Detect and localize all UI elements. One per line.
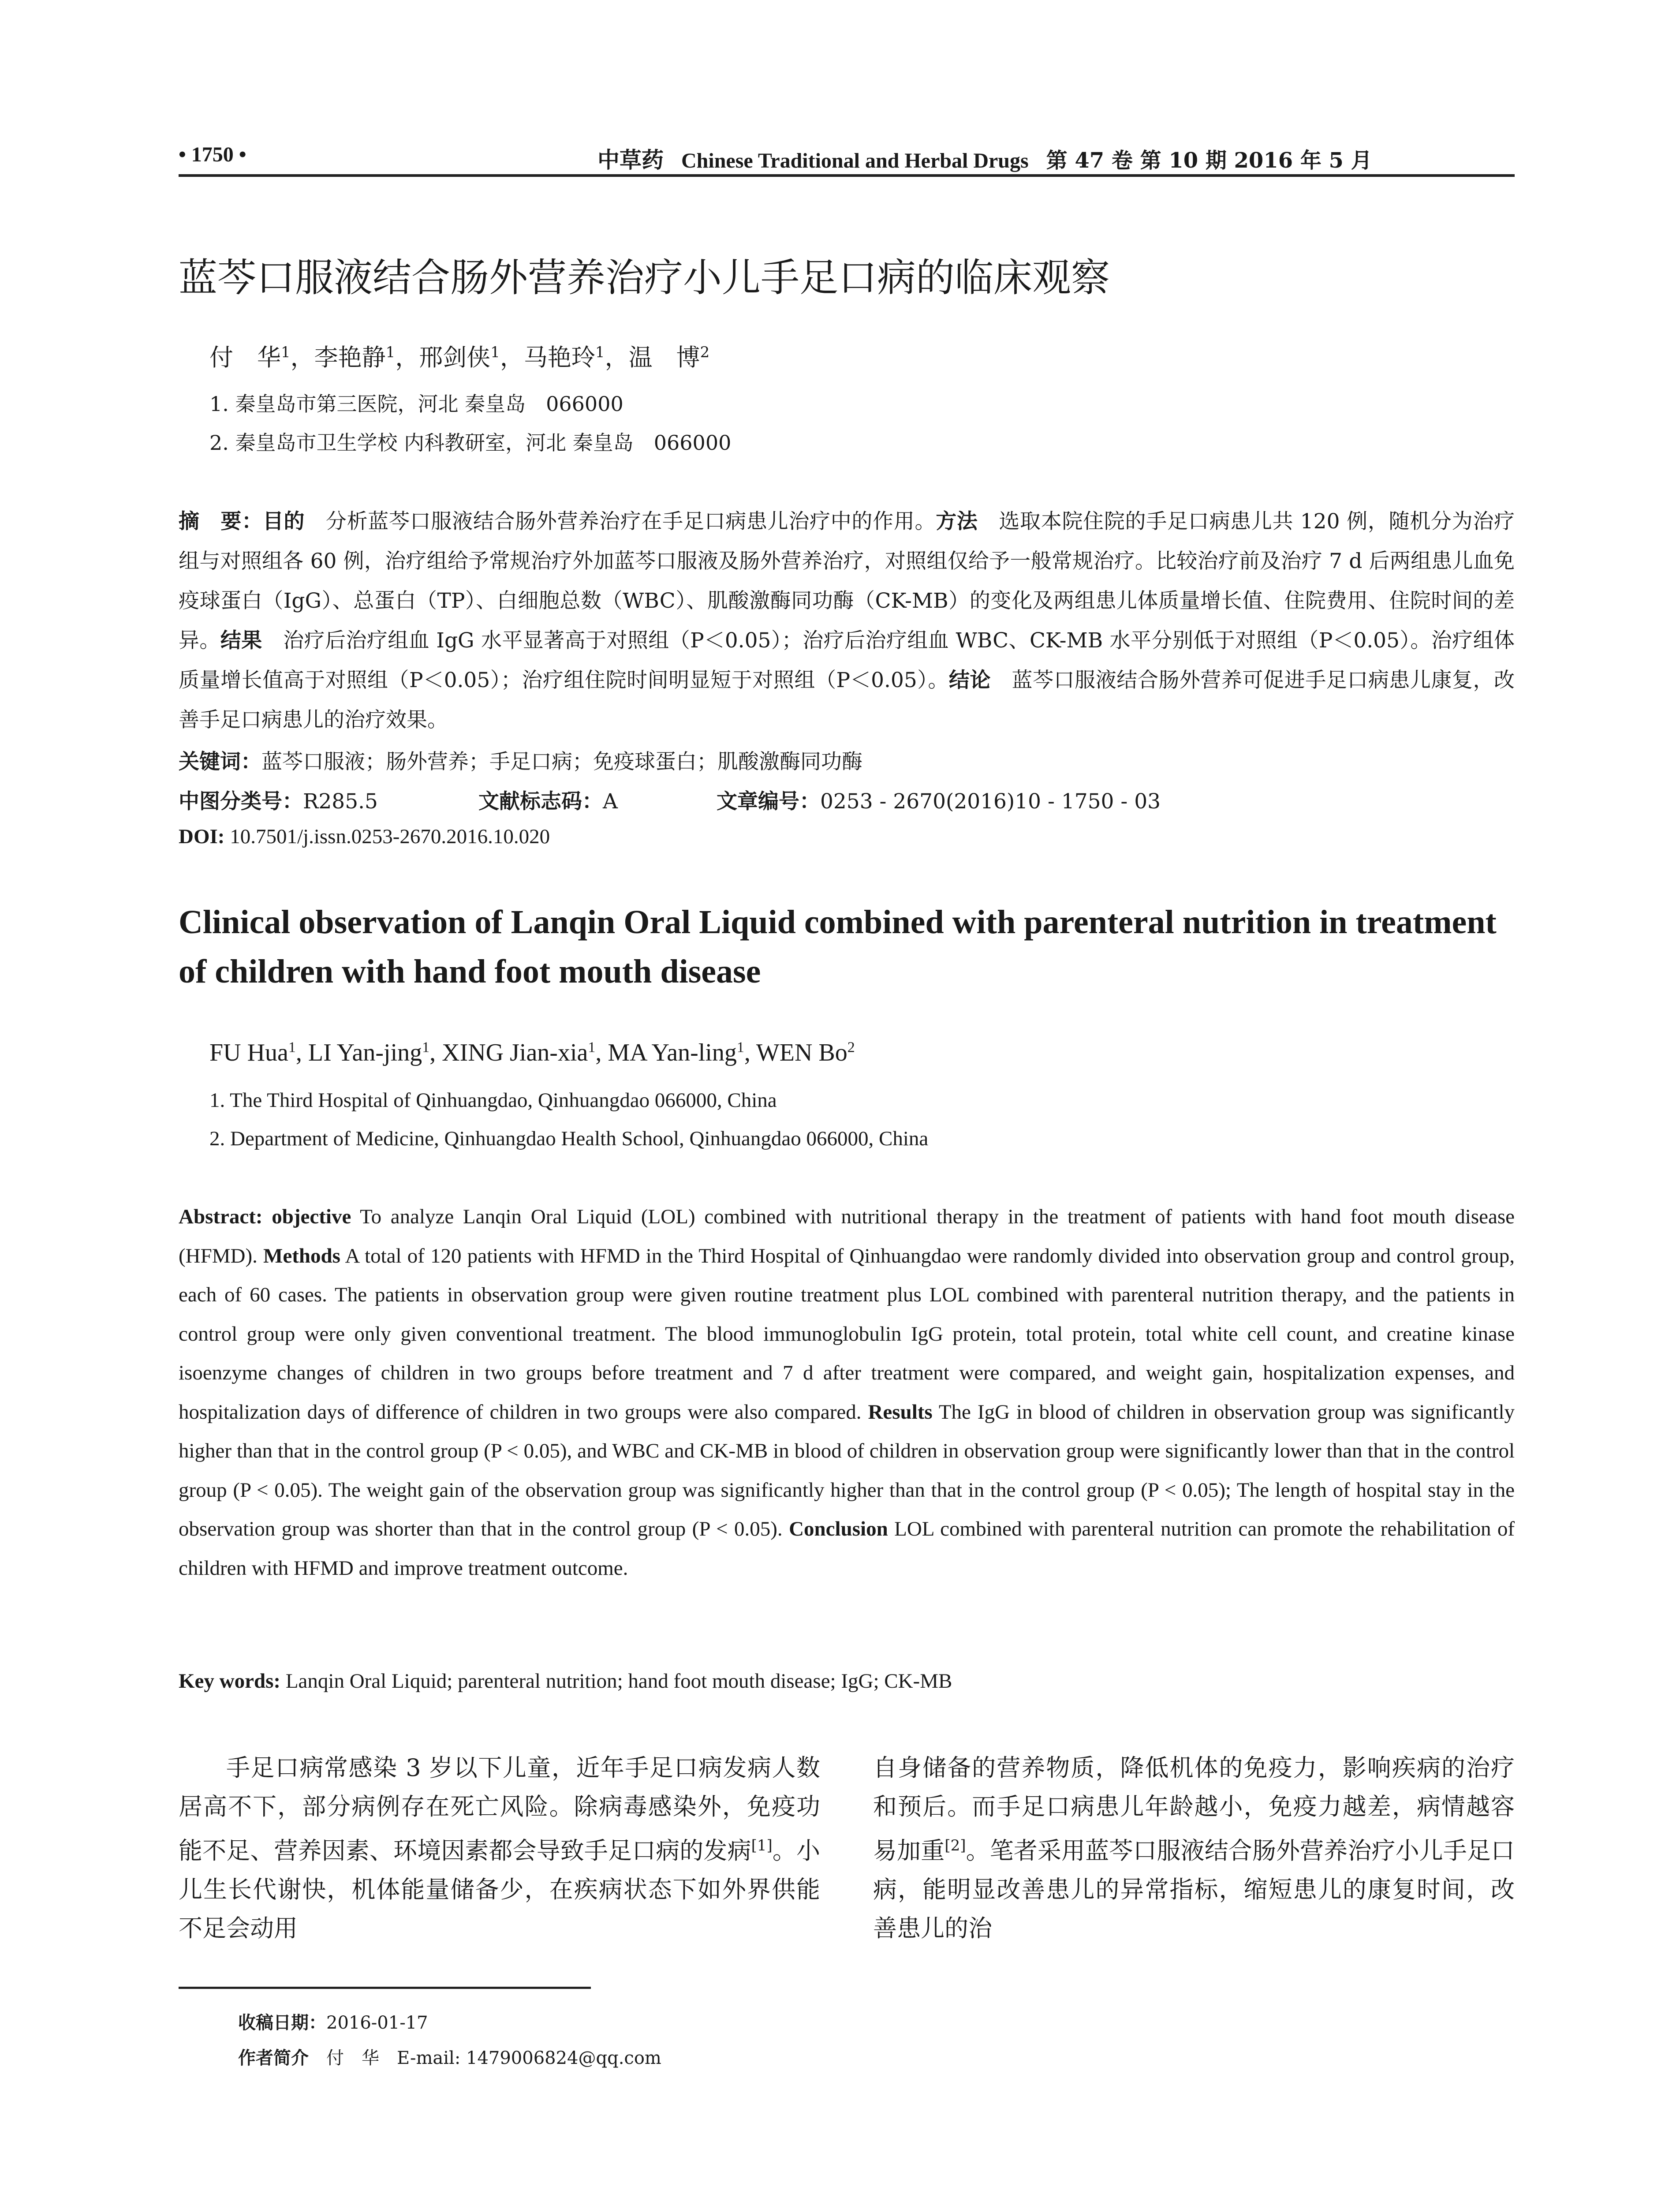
author-cn: 邢剑侠 bbox=[419, 344, 491, 371]
classification-line: 中图分类号：R285.5 bbox=[179, 789, 378, 814]
affiliation-en-1: 1. The Third Hospital of Qinhuangdao, Qinhuangdao 066000, China bbox=[209, 1089, 777, 1112]
affiliation-en-2: 2. Department of Medicine, Qinhuangdao Health School, Qinhuangdao 066000, China bbox=[209, 1127, 929, 1150]
footnote-divider bbox=[179, 1987, 591, 1989]
abstract-cn: 摘 要：目的 分析蓝芩口服液结合肠外营养治疗在手足口病患儿治疗中的作用。方法 选取本院住院的手足口病患儿共 120 例，随机分为治疗组与对照组各 60 例，治疗组给予常规治疗外加蓝芩口服液及肠外营养治疗，对照组仅给予一般常规治疗。比较治疗前及治疗 7 d 后两组患儿血免疫球蛋白（IgG）、总蛋白（TP）、白细胞总数（WBC）、肌酸激酶同功酶（CK-MB）的变化及两组患儿体质量增长值、住院费用、住院时间的差异。结果 治疗后治疗组血 IgG 水平显著高于对照组（P＜0.05）；治疗后治疗组血 WBC、CK-MB 水平分别低于对照组（P＜0.05）。治疗组体质量增长值高于对照组（P＜0.05）；治疗组住院时间明显短于对照组（P＜0.05）。结论 蓝芩口服液结合肠外营养可促进手足口病患儿康复，改善手足口病患儿的治疗效果。 bbox=[179, 509, 1515, 732]
body-paragraph: 自身储备的营养物质，降低机体的免疫力，影响疾病的治疗和预后。而手足口病患儿年龄越小，免疫力越差，病情越容易加重[2]。笔者采用蓝芩口服液结合肠外营养治疗小儿手足口病，能明显改善患儿的异常指标，缩短患儿的康复时间，改善患儿的治 bbox=[873, 1754, 1515, 1942]
author-cn: 李艳静 bbox=[314, 344, 386, 371]
body-column-left bbox=[179, 1749, 820, 1948]
keywords-en: Key words: Lanqin Oral Liquid; parenteral nutrition; hand foot mouth disease; IgG; CK-MB bbox=[179, 1670, 952, 1693]
affiliation-cn-1: 1. 秦皇岛市第三医院，河北 秦皇岛 066000 bbox=[209, 392, 623, 416]
page-number: • 1750 • bbox=[179, 143, 246, 166]
article-number: 文章编号：0253 - 2670(2016)10 - 1750 - 03 bbox=[717, 789, 1161, 814]
results-label: 结果 bbox=[220, 628, 262, 653]
author-cn: 马艳玲 bbox=[523, 344, 595, 371]
title-en: Clinical observation of Lanqin Oral Liquid combined with parenteral nutrition in treatment of children with hand foot mouth disease bbox=[179, 904, 1497, 990]
methods-label: 方法 bbox=[936, 509, 978, 534]
citation-2: [2] bbox=[945, 1837, 966, 1854]
issue-info: 第 47 卷 第 10 期 2016 年 5 月 bbox=[1046, 148, 1372, 173]
running-header bbox=[179, 139, 1515, 177]
doi-line: DOI: 10.7501/j.issn.0253-2670.2016.10.020 bbox=[179, 825, 550, 848]
authors-en: FU Hua$^1$, LI Yan-jing$^1$, XING Jian-xia$^1$, MA Yan-ling$^1$, WEN Bo$^2$ bbox=[209, 1039, 855, 1066]
author-cn: 付 华 bbox=[209, 344, 281, 371]
body-column-right bbox=[873, 1749, 1515, 1948]
journal-name-cn: 中草药 bbox=[597, 147, 664, 173]
title-cn: 蓝芩口服液结合肠外营养治疗小儿手足口病的临床观察 bbox=[179, 255, 1110, 300]
affiliation-cn-2: 2. 秦皇岛市卫生学校 内科教研室，河北 秦皇岛 066000 bbox=[209, 431, 732, 455]
author-cn: 温 博 bbox=[628, 344, 700, 371]
authors-cn: 付 华$^1$，李艳静$^1$，邢剑侠$^1$，马艳玲$^1$，温 博$^2$ bbox=[209, 344, 710, 371]
conclusion-label: 结论 bbox=[948, 668, 991, 692]
document-code: 文献标志码：A bbox=[478, 789, 618, 814]
journal-name bbox=[597, 142, 1372, 174]
objective-label: 目的 bbox=[262, 509, 305, 534]
footnote-received: 收稿日期：2016-01-17 bbox=[238, 2013, 428, 2033]
abstract-en: Abstract: objective To analyze Lanqin Oral Liquid (LOL) combined with nutritional therapy in the treatment of patients with hand foot mouth disease (HFMD). Methods A total of 120 patients with HFMD in the Third Hospital of Qinhuangdao were randomly divided into observation group and control group, each of 60 cases. The patients in observation group were given routine treatment plus LOL combined with parenteral nutrition therapy, and the patients in control group were only given conventional treatment. The blood immunoglobulin IgG protein, total protein, total white cell count, and creatine kinase isoenzyme changes of children in two groups before treatment and 7 d after treatment were compared, and weight gain, hospitalization expenses, and hospitalization days of difference of children in two groups were also compared. Results The IgG in blood of children in observation group was significantly higher than that in the control group (P < 0.05), and WBC and CK-MB in blood of children in observation group were significantly lower than that in the control group (P < 0.05). The weight gain of the observation group was significantly higher than that in the control group (P < 0.05); The length of hospital stay in the observation group was shorter than that in the control group (P < 0.05). Conclusion LOL combined with parenteral nutrition can promote the rehabilitation of children with HFMD and improve treatment outcome. bbox=[179, 1205, 1515, 1580]
abstract-label: 摘 要： bbox=[179, 509, 263, 534]
footnote-author: 作者简介 付 华 E-mail: 1479006824@qq.com bbox=[238, 2048, 661, 2068]
body-paragraph: 手足口病常感染 3 岁以下儿童，近年手足口病发病人数居高不下，部分病例存在死亡风险。除病毒感染外，免疫功能不足、营养因素、环境因素都会导致手足口病的发病[1]。小儿生长代谢快，机体能量储备少，在疾病状态下如外界供能不足会动用 bbox=[179, 1754, 820, 1942]
keywords-cn: 关键词：蓝芩口服液；肠外营养；手足口病；免疫球蛋白；肌酸激酶同功酶 bbox=[179, 750, 862, 774]
journal-name-en: Chinese Traditional and Herbal Drugs bbox=[681, 149, 1029, 172]
citation-1: [1] bbox=[751, 1837, 773, 1854]
